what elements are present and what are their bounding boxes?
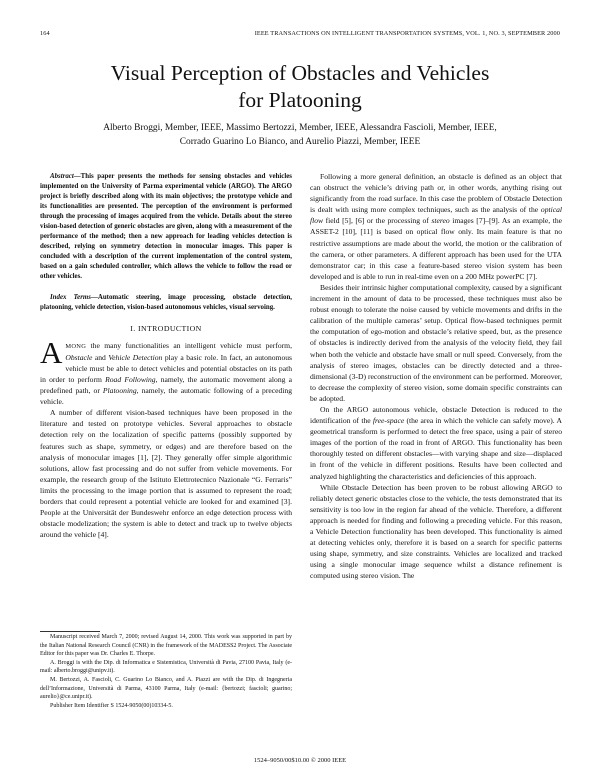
- left-column: [40, 172, 292, 540]
- introduction-body: [40, 334, 293, 541]
- authors-line-1: Alberto Broggi, Member, IEEE, Massimo Bertozzi, Member, IEEE, Alessandra Fascioli, Member, IEEE,: [103, 123, 497, 133]
- running-header: [40, 30, 560, 42]
- index-terms-lead: Index Terms—: [50, 293, 98, 301]
- title-line-2: for Platooning: [238, 88, 362, 112]
- copyright-line: 1524–9050/00$10.00 © 2000 IEEE: [253, 757, 347, 764]
- index-terms: [40, 293, 292, 313]
- right-column: [310, 171, 562, 581]
- intro-paragraph-2: A number of different vision-based techniques have been proposed in the literature and tested on prototype vehicles. Several approaches to obstacle detection rely on the localization of specific patterns (possibly supported by features such as shape, symmetry, or edges) and are therefore based on the analysis of monocular images [1], [2]. They generally offer simple algorithmic solutions, allow fast processing and do not suffer from vehicle movements. For example, the research group of the Istituto Elettrotecnico Nazionale “G. Ferraris” limits the processing to the image portion that is assumed to represent the road; borders that could represent a potential vehicle are looked for and examined [3]. People at the Universität der Bundeswehr enforce an edge detection process with obstacle modelization; the system is able to detect and track up to twelve objects around the vehicle [4].: [40, 408, 292, 540]
- footnote-coauthors: M. Bertozzi, A. Fascioli, C. Guarino Lo Bianco, and A. Piazzi are with the Dip. di Ingegneria dell’Informazione, Università di Parma, 43100 Parma, Italy (e-mail: {bertozzi; fascioli; guarino; aurelio}@ce.unipr.it).: [40, 676, 292, 701]
- page-number: 164: [40, 30, 50, 37]
- right-paragraph-1: Following a more general definition, an obstacle is defined as an object that can obstruct the vehicle’s driving path or, in other words, anything rising out significantly from the road surface. In this case the problem of Obstacle Detection is dealt with using more complex techniques, such as the analysis of the optical flow field [5], [6] or the processing of stereo images [7]–[9]. As an example, the ASSET-2 [10], [11] is based on optical flow only. Its main feature is that no restrictive assumptions are made about the world, the motion or the calibration of the camera, or other parameters. A different approach has been used for the UTA demonstrator car; in this case a feature-based stereo vision system has been developed and is able to run in real-time even on a 200 MHz powerPC [7].: [310, 172, 562, 281]
- intro-paragraph-1: AMONG the many functionalities an intelligent vehicle must perform, Obstacle and Vehicle Detection play a basic role. In fact, an autonomous vehicle must be able to detect vehicles and potential obstacles on its path in order to perform Road Following, namely, the automatic movement along a predefined path, or Platooning, namely, the automatic following of a preceding vehicle.: [40, 334, 293, 407]
- right-paragraph-3: On the ARGO autonomous vehicle, obstacle Detection is reduced to the identification of the free-space (the area in which the vehicle can safely move). A geometrical transform is performed to detect the free space, using a pair of stereo images of the portion of the road in front of ARGO. This functionality has been thoroughly tested on different obstacles—with varying shape and size—displaced in front of the vehicle in different positions. Results have been collected and analyzed highlighting the characteristics and deficiencies of this approach.: [310, 404, 562, 481]
- abstract: [40, 172, 292, 283]
- footnotes: [40, 633, 292, 710]
- footnote-rule: [40, 631, 100, 632]
- index-terms-text: Automatic steering, image processing, obstacle detection, platooning, vehicle detection, vision-based autonomous vehicles, visual servoing.: [40, 293, 292, 311]
- abstract-lead: Abstract—: [50, 173, 81, 180]
- right-paragraph-2: Besides their intrinsic higher computational complexity, caused by a significant increment in the amount of data to be processed, these techniques must also be robust enough to tolerate the noise caused by vehicle movements and drifts in the calibration of the multiple cameras’ setup. Optical flow-based techniques permit the computation of ego-motion and obstacle’s relative speed, but, as the presence of obstacles is indirectly derived from the analysis of the velocity field, they fail when both the vehicle and obstacle have small or null speed. Conversely, from the analysis of stereo images, obstacles can be directly detected and a three-dimensional (3-D) reconstruction of the environment can be performed. Moreover, to decrease the complexity of stereo vision, some domain specific constraints can be adopted.: [310, 282, 562, 403]
- footnote-manuscript: Manuscript received March 7, 2000; revised August 14, 2000. This work was supported in part by the Italian National Research Council (CNR) in the framework of the MADESS2 Project. The Associate Editor for this paper was Dr. Charles E. Thorpe.: [40, 634, 292, 658]
- section-heading-introduction: I. INTRODUCTION: [130, 323, 202, 333]
- abstract-text: This paper presents the methods for sensing obstacles and vehicles implemented on the University of Parma experimental vehicle (ARGO). The ARGO project is briefly described along with its main objectives; the prototype vehicle and its functionalities are presented. The perception of the environment is performed through the processing of images acquired from the vehicle. Details about the stereo vision-based detection of generic obstacles are given, along with a measurement of the performance of the method; then a new approach for leading vehicles detection is described, relying on symmetry detection in monocular images. This paper is concluded with a description of the current implementation of the control system, based on a gain scheduled controller, which allows the vehicle to follow the road or other vehicles.: [40, 173, 292, 281]
- title-line-1: Visual Perception of Obstacles and Vehicles: [110, 61, 490, 85]
- footnote-broggi: A. Broggi is with the Dip. di Informatica e Sistemistica, Università di Pavia, 27100 Pavia, Italy (e-mail: alberto.broggi@unipv.it).: [40, 659, 292, 675]
- paper-title: [40, 60, 560, 114]
- drop-cap: A: [40, 334, 63, 370]
- right-paragraph-4: While Obstacle Detection has been proven to be robust allowing ARGO to reliably detect generic obstacles close to the vehicle, the tests demonstrated that its sensitivity is too low in the region far ahead of the vehicle. Therefore, a different approach is needed for finding and following a preceding vehicle. For this reason, a Vehicle Detection functionality has been developed. This functionality is aimed at detecting vehicles only, therefore it is based on a search for specific patterns using shape, symmetry, and size constraints. Vehicles are localized and tracked using a single monocular image sequence whilst a distance refinement is computed using stereo vision. The: [310, 482, 562, 581]
- running-title: IEEE TRANSACTIONS ON INTELLIGENT TRANSPORTATION SYSTEMS, VOL. 1, NO. 3, SEPTEMBER 2000: [254, 30, 560, 37]
- footnote-publisher-id: Publisher Item Identifier S 1524-9050(00)10334-5.: [50, 702, 173, 709]
- author-list: [40, 121, 560, 149]
- authors-line-2: Corrado Guarino Lo Bianco, and Aurelio Piazzi, Member, IEEE: [179, 137, 421, 147]
